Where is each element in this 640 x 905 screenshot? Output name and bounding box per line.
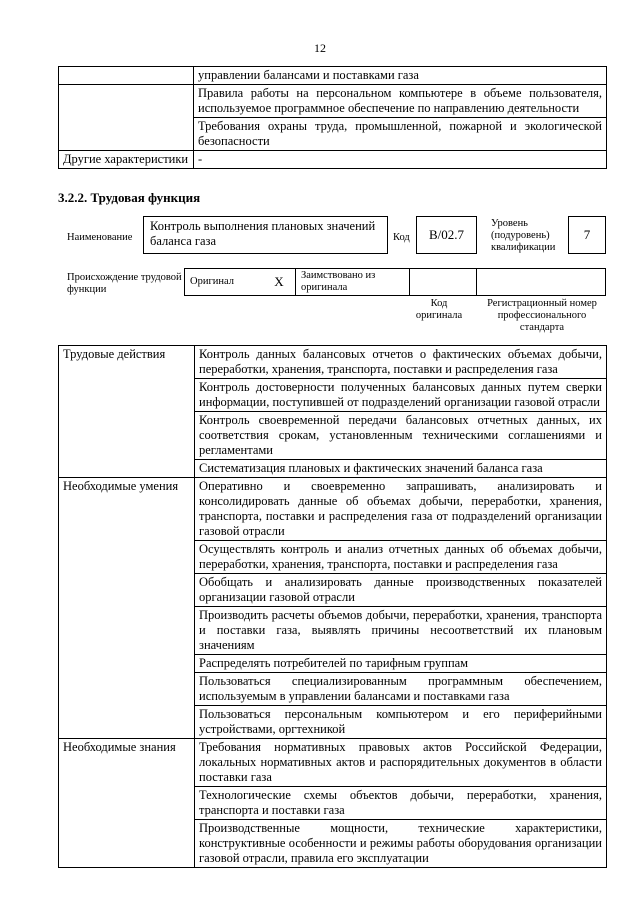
- table-row: [59, 607, 607, 655]
- list-item: Обобщать и анализировать данные производственных показателей организации газовой отрасли: [195, 574, 607, 607]
- table-row: [59, 820, 607, 868]
- table-row: [59, 541, 607, 574]
- original-code-caption: Код оригинала: [415, 298, 463, 321]
- registration-number-caption: Регистрационный номер профессионального стандарта: [487, 298, 597, 333]
- origin-table: [184, 268, 606, 296]
- name-label: Наименование: [67, 232, 133, 243]
- list-item: Контроль данных балансовых отчетов о фактических объемах добычи, переработки, хранения, транспорта, поставки и распределения газа: [195, 346, 607, 379]
- page-number: 12: [314, 41, 326, 55]
- table-row: [59, 460, 607, 478]
- list-item: Распределять потребителей по тарифным группам: [195, 655, 607, 673]
- list-item: Пользоваться персональным компьютером и его периферийными устройствами, оргтехникой: [195, 706, 607, 739]
- function-table: [58, 345, 607, 868]
- original-code-cell: [410, 269, 477, 296]
- list-item: Требования нормативных правовых актов Российской Федерации, локальных нормативных актов и распорядительных документов в области поставки газа: [195, 739, 607, 787]
- origin-label: Происхождение трудовой функции: [67, 272, 182, 295]
- code-label: Код: [393, 232, 410, 243]
- code-value: В/02.7: [416, 216, 477, 254]
- table-row: [59, 478, 607, 541]
- continuation-table: [58, 66, 607, 169]
- original-mark: X: [263, 269, 296, 296]
- section-title: 3.2.2. Трудовая функция: [58, 190, 201, 205]
- list-item: Оперативно и своевременно запрашивать, анализировать и консолидировать данные об объемах добычи, переработки, хранения, транспорта, поставки и распределения газа от подразделений организации газовой отрасли: [195, 478, 607, 541]
- list-item: Контроль своевременной передачи балансовых отчетных данных, их соответствия срокам, установленным техническими соглашениями и регламентами: [195, 412, 607, 460]
- table-row: [185, 269, 606, 296]
- table-row: [59, 412, 607, 460]
- table-row: [59, 118, 607, 151]
- table-row: [59, 739, 607, 787]
- row-value: -: [194, 151, 607, 169]
- row-label: [59, 67, 194, 85]
- list-item: Производить расчеты объемов добычи, переработки, хранения, транспорта и поставки газа, выявлять причины несоответствий их плановым значениям: [195, 607, 607, 655]
- list-item: Производственные мощности, технические характеристики, конструктивные особенности и режимы работы оборудования организации газовой отрасли, правила его эксплуатации: [195, 820, 607, 868]
- table-row: [59, 379, 607, 412]
- row-value: управлении балансами и поставками газа: [194, 67, 607, 85]
- table-row: [59, 787, 607, 820]
- list-item: Пользоваться специализированным программным обеспечением, используемым в управлении балансами и поставками газа: [195, 673, 607, 706]
- row-value: Требования охраны труда, промышленной, пожарной и экологической безопасности: [194, 118, 607, 151]
- row-label: [59, 85, 194, 118]
- row-value: Правила работы на персональном компьютере в объеме пользователя, используемое программное обеспечение по направлению деятельности: [194, 85, 607, 118]
- original-label: Оригинал: [185, 269, 264, 296]
- registration-number-cell: [477, 269, 606, 296]
- level-label: Уровень (подуровень) квалификации: [491, 218, 556, 253]
- table-row: [59, 85, 607, 118]
- table-row: [59, 706, 607, 739]
- row-label: [59, 118, 194, 151]
- level-value: 7: [568, 216, 606, 254]
- list-item: Контроль достоверности полученных балансовых данных путем сверки информации, поступившей от подразделений организации газовой отрасли: [195, 379, 607, 412]
- table-row: [59, 574, 607, 607]
- name-value: Контроль выполнения плановых значений баланса газа: [143, 216, 388, 254]
- table-row: [59, 346, 607, 379]
- table-row: [59, 655, 607, 673]
- list-item: Систематизация плановых и фактических значений баланса газа: [195, 460, 607, 478]
- table-row: [59, 151, 607, 169]
- row-label: Другие характеристики: [59, 151, 194, 169]
- list-item: Технологические схемы объектов добычи, переработки, хранения, транспорта и поставки газа: [195, 787, 607, 820]
- table-row: [59, 673, 607, 706]
- group-title: Необходимые умения: [59, 478, 195, 541]
- borrowed-label: Заимствовано из оригинала: [296, 269, 410, 296]
- group-title: Необходимые знания: [59, 739, 195, 787]
- group-title: Трудовые действия: [59, 346, 195, 379]
- table-row: [59, 67, 607, 85]
- list-item: Осуществлять контроль и анализ отчетных данных об объемах добычи, переработки, хранения, транспорта, поставки и распределения газа: [195, 541, 607, 574]
